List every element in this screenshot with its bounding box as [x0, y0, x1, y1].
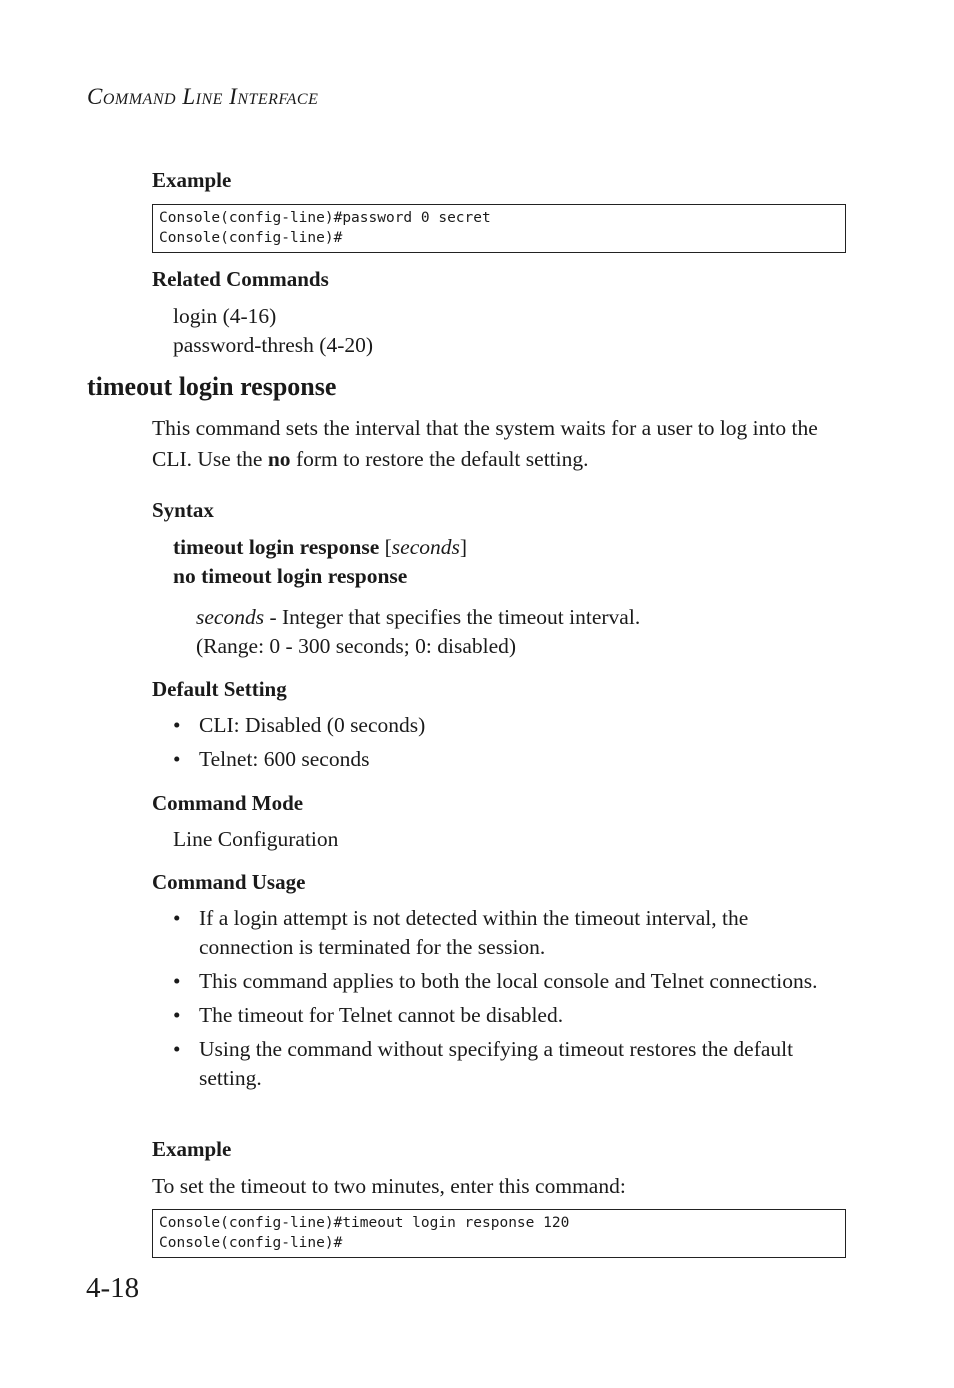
section-description: This command sets the interval that the system waits for a user to log into the CLI. Use the no form to restore the default setting.	[152, 416, 818, 471]
code-line: Console(config-line)#	[159, 1234, 343, 1251]
example-heading: Example	[152, 1137, 232, 1161]
related-command-password-thresh: password-thresh (4-20)	[173, 333, 374, 357]
code-line: Console(config-line)#	[159, 229, 343, 246]
command-mode-value: Line Configuration	[173, 827, 339, 851]
code-line: Console(config-line)#timeout login response 120	[159, 1215, 570, 1231]
code-block-timeout	[152, 1209, 846, 1258]
running-header: COMMAND LINE INTERFACE	[87, 84, 319, 109]
example-intro: To set the timeout to two minutes, enter this command:	[152, 1174, 626, 1198]
syntax-no-command-line: no timeout login response	[173, 564, 408, 588]
code-line: Console(config-line)#password 0 secret	[159, 210, 491, 226]
default-setting-list	[173, 711, 853, 774]
syntax-commands	[173, 533, 467, 591]
code-block-password	[152, 204, 846, 253]
list-item: • Telnet: 600 seconds	[173, 745, 853, 774]
syntax-heading: Syntax	[152, 498, 214, 522]
section-title: timeout login response	[87, 372, 337, 401]
list-item: • CLI: Disabled (0 seconds)	[173, 711, 853, 740]
command-mode-heading: Command Mode	[152, 791, 304, 815]
list-item: • This command applies to both the local console and Telnet connections.	[173, 967, 845, 996]
list-item: • The timeout for Telnet cannot be disabled.	[173, 1001, 845, 1030]
related-commands-heading: Related Commands	[152, 267, 329, 291]
list-item: • Using the command without specifying a timeout restores the default setting.	[173, 1035, 845, 1093]
syntax-command-line: timeout login response [seconds]	[173, 535, 468, 559]
command-usage-list	[173, 904, 845, 1093]
list-item: • If a login attempt is not detected within the timeout interval, the connection is terminated for the session.	[173, 904, 845, 962]
syntax-parameter: seconds - Integer that specifies the timeout interval. (Range: 0 - 300 seconds; 0: disabled)	[196, 605, 641, 658]
page-number: 4-18	[86, 1272, 140, 1304]
example-heading: Example	[152, 168, 232, 192]
default-setting-heading: Default Setting	[152, 677, 287, 701]
related-command-login: login (4-16)	[173, 304, 277, 328]
command-usage-heading: Command Usage	[152, 870, 306, 894]
related-commands-list	[173, 302, 373, 360]
